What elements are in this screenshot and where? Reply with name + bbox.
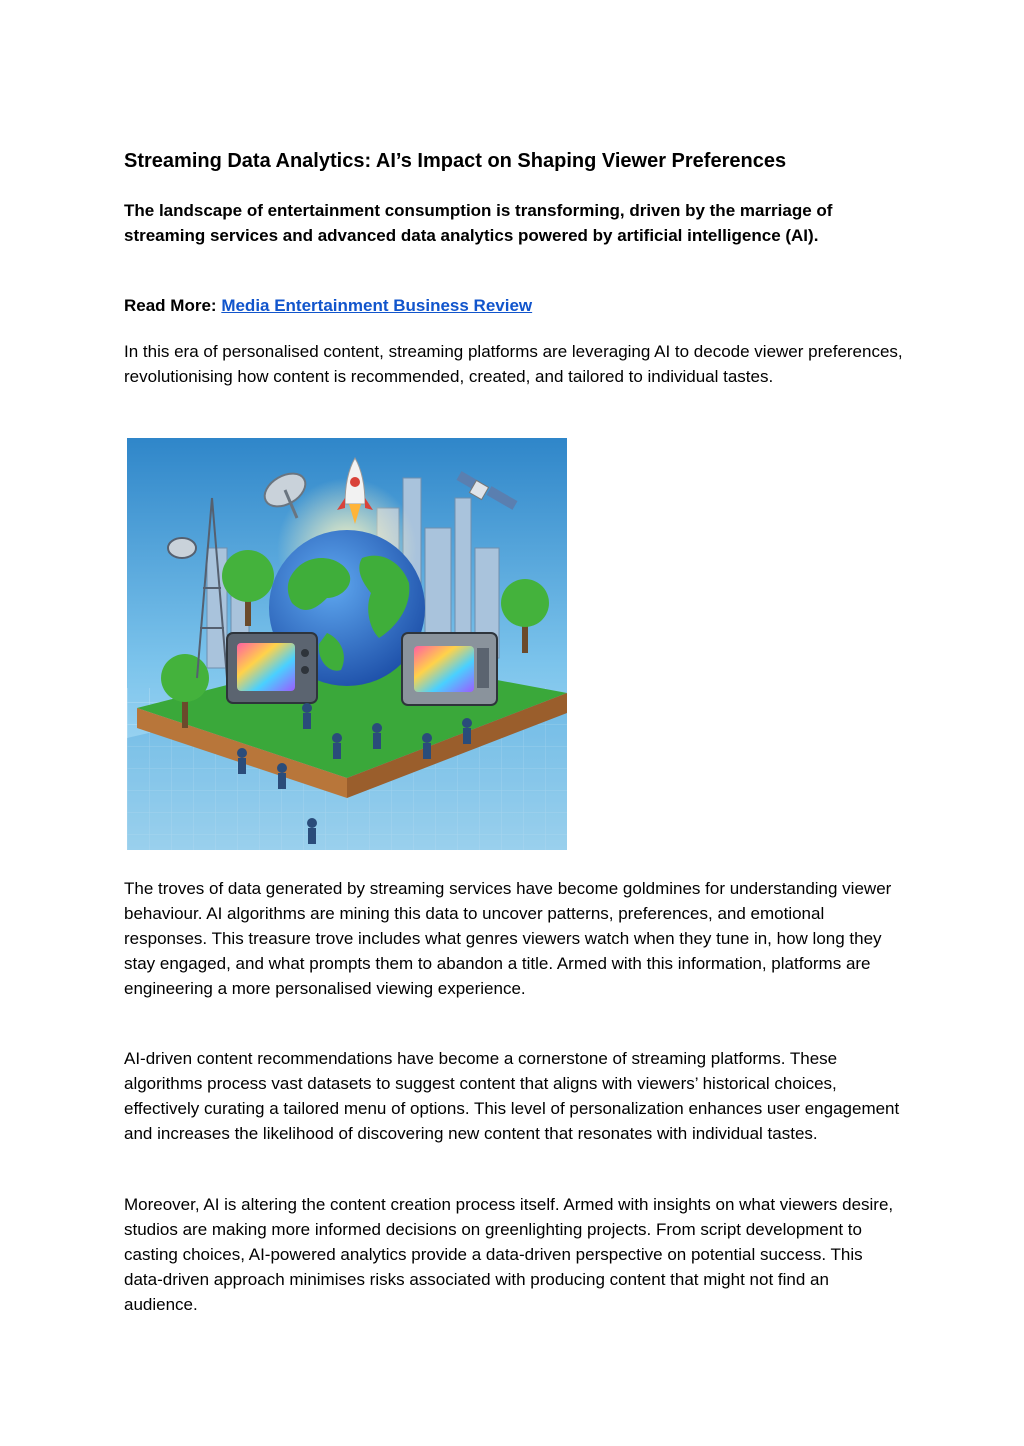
read-more-label: Read More: (124, 296, 217, 315)
article-title: Streaming Data Analytics: AI’s Impact on Shaping Viewer Preferences (124, 150, 787, 172)
paragraph-content-creation: Moreover, AI is altering the content creation process itself. Armed with insights on what viewers desire, studios are making more informed decisions on greenlighting projects. From script development to casting choices, AI-powered analytics provide a data-driven perspective on potential success. This data-driven approach minimises risks associated with producing content that might not find an audience. (124, 1195, 894, 1314)
retro-tv-left (227, 633, 317, 703)
paragraph-intro: In this era of personalised content, streaming platforms are leveraging AI to decode viewer preferences, revolutionising how content is recommended, created, and tailored to individual tastes. (124, 342, 903, 386)
retro-tv-right (402, 633, 497, 705)
read-more-line (124, 293, 904, 318)
paragraph-recommendations: AI-driven content recommendations have become a cornerstone of streaming platforms. These algorithms process vast datasets to suggest content that aligns with viewers’ historical choices, effectively curating a tailored menu of options. This level of personalization enhances user engagement and increases the likelihood of discovering new content that resonates with individual tastes. (124, 1049, 900, 1143)
article-illustration (127, 438, 567, 850)
article-lead: The landscape of entertainment consumption is transforming, driven by the marriage of streaming services and advanced data analytics powered by artificial intelligence (AI). (124, 201, 833, 245)
media-world-illustration (127, 438, 567, 850)
paragraph-data-troves: The troves of data generated by streaming services have become goldmines for understanding viewer behaviour. AI algorithms are mining this data to uncover patterns, preferences, and emotional responses. This treasure trove includes what genres viewers watch when they tune in, how long they stay engaged, and what prompts them to abandon a title. Armed with this information, platforms are engineering a more personalised viewing experience. (124, 879, 892, 998)
read-more-link[interactable]: Media Entertainment Business Review (221, 296, 533, 315)
